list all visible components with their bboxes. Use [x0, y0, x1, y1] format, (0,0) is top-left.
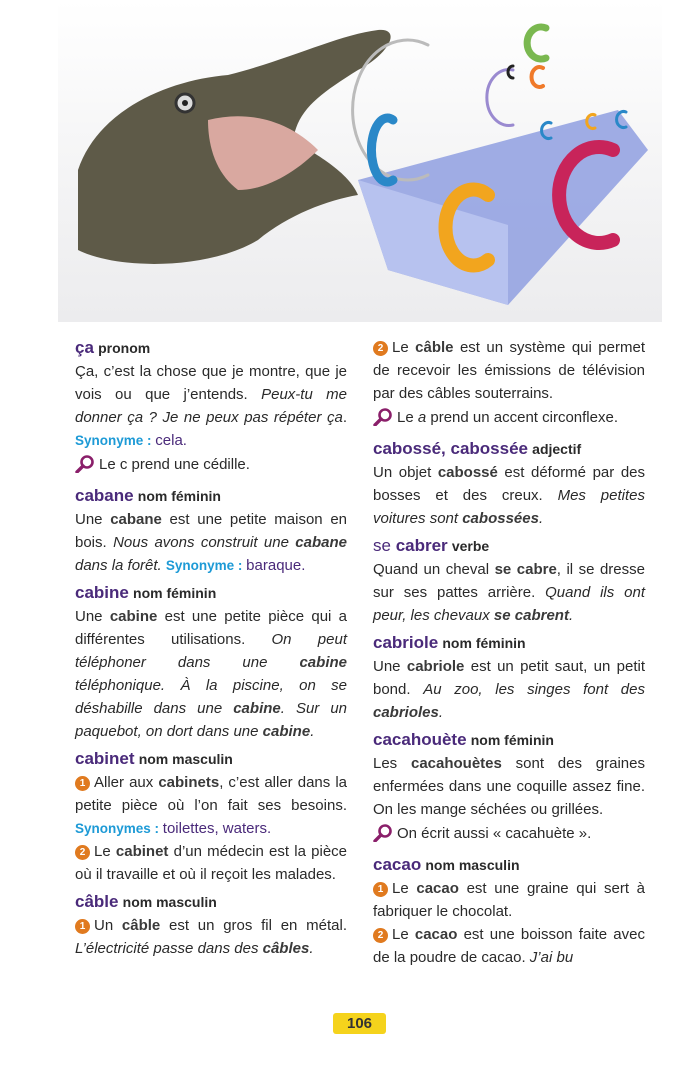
bold-term: câble	[121, 917, 161, 934]
headword: cabrer	[395, 536, 448, 555]
example-text: .	[568, 607, 574, 624]
bold-term: cacao	[414, 926, 458, 943]
headword: cabine	[75, 583, 129, 602]
example-text: dans la forêt.	[75, 557, 162, 574]
definition	[75, 914, 347, 960]
example-term: cabine	[299, 654, 347, 671]
bold-term: cabine	[109, 608, 158, 625]
text: Ça, c’est la chose que je montre, que je vois ou que j’entends.	[75, 363, 347, 403]
entry-header	[373, 631, 645, 655]
magnifier-icon	[373, 408, 393, 433]
bold-term: câble	[415, 339, 454, 356]
headword-prefix: se	[373, 536, 396, 555]
example-term: cabrioles	[373, 704, 439, 721]
text: Les	[373, 755, 411, 772]
part-of-speech: verbe	[451, 538, 490, 554]
example-text: Au zoo, les singes font des	[423, 681, 645, 698]
bold-term: cabossé	[437, 464, 498, 481]
bold-term: cabane	[110, 511, 162, 528]
definition	[373, 923, 645, 969]
synonym-label: Synonyme :	[165, 558, 247, 573]
part-of-speech: nom féminin	[470, 732, 554, 748]
text: Une	[75, 511, 111, 528]
example-text: L’électricité passe dans des	[75, 940, 263, 957]
text: On écrit aussi « cacahuète ».	[397, 825, 592, 842]
sense-number: 1	[75, 919, 90, 934]
example-term: câbles	[262, 940, 310, 957]
dictionary-entry	[75, 747, 347, 886]
text: Le	[392, 880, 417, 897]
text: est une boisson faite avec de la poudre de cacao.	[373, 926, 645, 966]
text: est un gros fil en métal.	[160, 917, 347, 934]
entry-header	[373, 853, 645, 877]
text: Le	[397, 409, 418, 426]
dictionary-entry	[373, 336, 645, 433]
part-of-speech: nom masculin	[122, 894, 217, 910]
bold-term: cabriole	[406, 658, 465, 675]
dictionary-entry	[373, 534, 645, 627]
dictionary-entry	[75, 581, 347, 743]
dictionary-entry	[75, 890, 347, 960]
entry-header	[75, 336, 347, 360]
definition	[373, 461, 645, 530]
headword: cabinet	[75, 749, 135, 768]
bold-term: cabinet	[115, 843, 169, 860]
text: d’un médecin est la pièce où il travaille et où il reçoit les malades.	[75, 843, 347, 883]
definition	[373, 558, 645, 627]
text: Quand un cheval	[373, 561, 495, 578]
part-of-speech: nom féminin	[133, 585, 217, 601]
sense-number: 1	[373, 882, 388, 897]
text: Le	[94, 843, 116, 860]
example-text: On peut téléphoner dans une	[75, 631, 347, 671]
dictionary-entry	[75, 484, 347, 577]
spelling-tip	[373, 406, 645, 433]
sense-number: 2	[75, 845, 90, 860]
headword: ça	[75, 338, 94, 357]
example-term: se cabrent	[493, 607, 569, 624]
right-column	[373, 336, 645, 973]
bold-term: cacahouètes	[410, 755, 502, 772]
example-text: a	[417, 409, 427, 426]
text: , il se dresse sur ses pattes arrière.	[373, 561, 645, 601]
example-text: J’ai bu	[529, 949, 574, 966]
dictionary-entry	[373, 728, 645, 849]
sense-number: 2	[373, 341, 388, 356]
spelling-tip	[373, 822, 645, 849]
dictionary-entry	[373, 853, 645, 969]
text: est une graine qui sert à fabriquer le chocolat.	[373, 880, 645, 920]
example-text: Nous avons construit une	[113, 534, 296, 551]
example-term: cabine	[233, 700, 281, 717]
definition	[75, 840, 347, 886]
synonym-label: Synonymes :	[75, 821, 163, 836]
text: Un	[94, 917, 122, 934]
example-text: .	[438, 704, 444, 721]
dictionary-entry	[75, 336, 347, 480]
synonym-value: toilettes, waters.	[162, 820, 272, 837]
text: Aller aux	[94, 774, 159, 791]
entry-header	[75, 747, 347, 771]
definition	[373, 655, 645, 724]
example-text: .	[538, 510, 544, 527]
headword: cabossé, cabossée	[373, 439, 528, 458]
text: Une	[75, 608, 110, 625]
headword: câble	[75, 892, 119, 911]
text: est un système qui permet de recevoir les émissions de télévision par des câbles souterrains.	[373, 339, 645, 402]
text: Le	[392, 926, 415, 943]
definition	[373, 877, 645, 923]
synonym-value: cela.	[155, 432, 187, 449]
definition	[373, 752, 645, 821]
text: est un petit saut, un petit bond.	[373, 658, 646, 698]
magnifier-icon	[75, 455, 95, 480]
spelling-tip	[75, 453, 347, 480]
text: sont des graines enfermées dans une coquille assez fine. On les mange séchées ou grillées.	[373, 755, 645, 818]
text: est déformé par des bosses et des creux.	[373, 464, 645, 504]
text: est une petite maison en bois.	[75, 511, 347, 551]
example-term: cabine	[262, 723, 311, 740]
text: , c’est aller dans la petite pièce où l’on fait ses besoins.	[75, 774, 347, 814]
synonym-value: baraque.	[246, 557, 306, 574]
example-text: . Sur un paquebot, on dort dans une	[75, 700, 348, 740]
bold-term: se cabre	[494, 561, 557, 578]
left-column	[75, 336, 347, 964]
entry-header	[373, 437, 645, 461]
part-of-speech: nom féminin	[137, 488, 221, 504]
entry-header	[373, 728, 645, 752]
dictionary-entry	[373, 437, 645, 530]
example-text: téléphonique. À la piscine, on se déshabille dans une	[75, 677, 347, 717]
synonym-label: Synonyme :	[75, 433, 156, 448]
dictionary-entry	[373, 631, 645, 724]
text: Une	[373, 658, 407, 675]
sense-number: 2	[373, 928, 388, 943]
definition	[75, 771, 347, 840]
part-of-speech: pronom	[98, 340, 151, 356]
entry-header	[75, 484, 347, 508]
part-of-speech: nom masculin	[138, 751, 233, 767]
example-term: cabossées	[462, 510, 539, 527]
part-of-speech: nom féminin	[442, 635, 526, 651]
headword: cacao	[373, 855, 422, 874]
text: Le	[392, 339, 416, 356]
example-text: Quand ils ont peur, les chevaux	[373, 584, 645, 624]
text: Le c prend une cédille.	[99, 456, 250, 473]
page-number: 106	[333, 1013, 386, 1034]
headword: cabane	[75, 486, 134, 505]
text: .	[342, 409, 347, 426]
definition	[75, 508, 347, 577]
example-text: .	[310, 723, 315, 740]
entry-header	[373, 534, 645, 558]
illustration-crocodile-letters-c	[58, 0, 662, 322]
example-text: Peux-tu me donner ça ? Je ne peux pas répéter ça	[75, 386, 347, 426]
bold-term: cabinets	[158, 774, 220, 791]
part-of-speech: nom masculin	[425, 857, 520, 873]
definition	[75, 360, 347, 452]
sense-number: 1	[75, 776, 90, 791]
magnifier-icon	[373, 824, 393, 849]
text: est une petite pièce qui a différentes utilisations.	[75, 608, 347, 648]
part-of-speech: adjectif	[532, 441, 582, 457]
crocodile-illustration	[58, 0, 662, 322]
text: Un objet	[373, 464, 438, 481]
text: prend un accent circonflexe.	[426, 409, 618, 426]
definition	[373, 336, 645, 405]
entry-header	[75, 581, 347, 605]
example-text: Mes petites voitures sont	[373, 487, 645, 527]
bold-term: cacao	[416, 880, 459, 897]
example-text: .	[309, 940, 314, 957]
headword: cabriole	[373, 633, 439, 652]
entry-header	[75, 890, 347, 914]
definition	[75, 605, 347, 743]
example-term: cabane	[295, 534, 347, 551]
headword: cacahouète	[373, 730, 467, 749]
